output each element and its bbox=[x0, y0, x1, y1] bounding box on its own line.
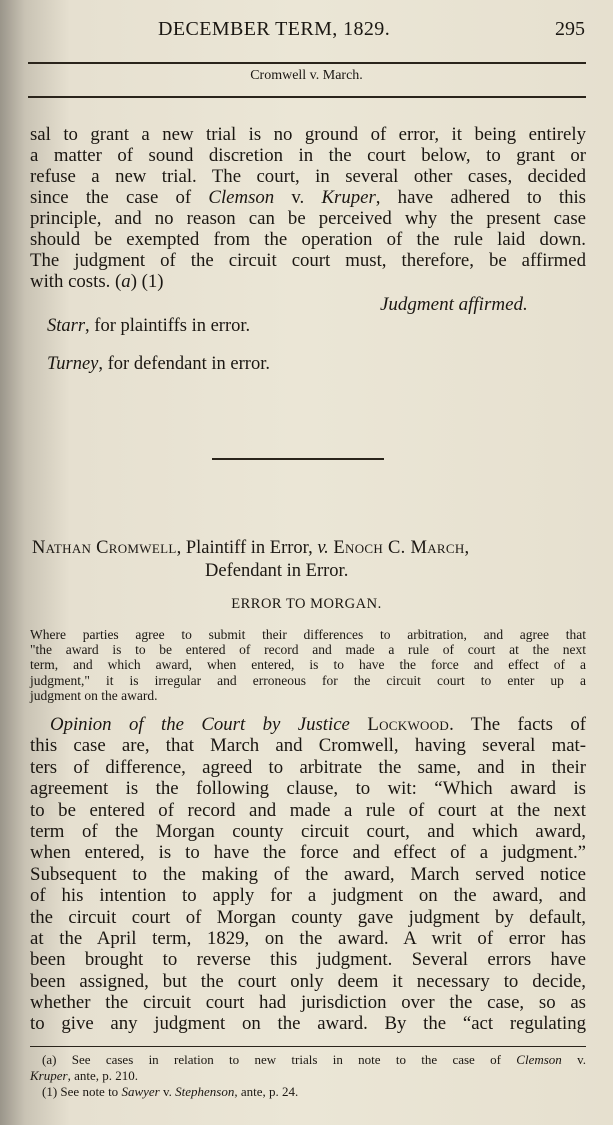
case-running-head-text: Cromwell v. March. bbox=[250, 68, 363, 83]
defendant-role: Defendant in Error. bbox=[205, 561, 349, 581]
counsel-plaintiffs bbox=[47, 316, 250, 337]
text-fragment: See cases in relation to new trials in note to the case of bbox=[56, 1052, 517, 1067]
opinion-line: to give any judgment on the award. By the “act regulating bbox=[30, 1013, 586, 1035]
text-fragment: v. bbox=[159, 1084, 176, 1099]
text-line: should be exempted from the operation of the rule laid down. bbox=[30, 229, 586, 250]
previous-case-conclusion bbox=[30, 124, 586, 292]
text-fragment: v. bbox=[561, 1052, 586, 1067]
running-head bbox=[0, 18, 613, 46]
defendant-separator: , bbox=[464, 538, 470, 558]
case-party: Stephenson bbox=[175, 1084, 235, 1099]
opinion-line: at the April term, 1829, on the award. A writ of error has bbox=[30, 927, 586, 949]
opinion-line: Subsequent to the making of the award, March served notice bbox=[30, 863, 586, 885]
counsel-role: , for defendant in error. bbox=[98, 354, 270, 374]
text-line: a matter of sound discretion in the court below, to grant or bbox=[30, 145, 586, 166]
text-fragment: See note to bbox=[57, 1084, 122, 1099]
syllabus-line: judgment on the award. bbox=[30, 687, 158, 703]
case-party: Kruper bbox=[30, 1068, 68, 1083]
syllabus-line: Where parties agree to submit their differences to arbitration, and agree that bbox=[30, 627, 586, 642]
syllabus-line: "the award is to be entered of record and made a rule of court at the next bbox=[30, 642, 586, 658]
opinion-line: of his intention to apply for a judgment on the award, and bbox=[30, 885, 586, 907]
footnote-mark: (1) bbox=[42, 1084, 58, 1099]
counsel-defendant bbox=[47, 354, 270, 375]
plaintiff-role: , Plaintiff in Error, bbox=[176, 538, 318, 558]
footnotes bbox=[30, 1052, 586, 1100]
versus: v. bbox=[317, 538, 329, 558]
opinion-line: been brought to reverse this judgment. Several errors have bbox=[30, 949, 586, 971]
defendant-name: Enoch C. March bbox=[333, 538, 465, 558]
opinion-line: been assigned, but the court only deem it necessary to decide, bbox=[30, 970, 586, 992]
header-rule-top bbox=[28, 62, 586, 64]
opinion-line: the circuit court of Morgan county gave judgment by default, bbox=[30, 906, 586, 928]
footnote-1 bbox=[30, 1084, 586, 1100]
text-fragment: , ante, p. 210. bbox=[67, 1068, 138, 1083]
footnote-mark: a bbox=[121, 271, 131, 292]
case-party: Clemson bbox=[516, 1052, 562, 1067]
text-fragment: with costs. ( bbox=[30, 271, 122, 292]
footnote-a-cont bbox=[30, 1068, 586, 1084]
case-party: Sawyer bbox=[121, 1084, 160, 1099]
text-line: The judgment of the circuit court must, therefore, be affirmed bbox=[30, 250, 586, 271]
text-line: principle, and no reason can be perceived why the present case bbox=[30, 208, 586, 229]
case-running-head bbox=[0, 68, 613, 84]
opinion-body bbox=[30, 714, 586, 1035]
text-line: sal to grant a new trial is no ground of error, it being entirely bbox=[30, 124, 586, 145]
case-party: Clemson bbox=[208, 187, 275, 208]
case-title bbox=[32, 538, 588, 582]
opinion-line: term of the Morgan county circuit court, and which award, bbox=[30, 820, 586, 842]
footnote-mark: (a) bbox=[42, 1052, 57, 1067]
footnote-rule bbox=[30, 1046, 586, 1047]
opinion-line: this case are, that March and Cromwell, having several mat- bbox=[30, 735, 586, 757]
opinion-first-line bbox=[30, 714, 586, 735]
text-fragment: ) (1) bbox=[130, 271, 164, 292]
text-fragment: since the case of bbox=[30, 187, 209, 208]
opinion-line: to be entered of record and made a rule of court at the next bbox=[30, 799, 586, 821]
footnote-a bbox=[30, 1052, 586, 1068]
text-line-case-cite bbox=[30, 187, 586, 208]
opinion-line: agreement is the following clause, to wit: “Which award is bbox=[30, 778, 586, 800]
counsel-name: Turney bbox=[47, 354, 99, 374]
justice-name: Lockwood bbox=[367, 714, 450, 735]
case-subheading: ERROR TO MORGAN. bbox=[231, 596, 382, 612]
text-fragment: , have adhered to this bbox=[375, 187, 586, 208]
syllabus-line: term, and which award, when entered, is to have the force and effect of a bbox=[30, 657, 586, 673]
counsel-name: Starr bbox=[47, 316, 86, 336]
verdict: Judgment affirmed. bbox=[380, 294, 528, 315]
syllabus bbox=[30, 627, 586, 703]
syllabus-line: judgment," it is irregular and erroneous for the circuit court to enter up a bbox=[30, 672, 586, 688]
counsel-role: , for plaintiffs in error. bbox=[85, 316, 251, 336]
text-fragment: , ante, p. 24. bbox=[234, 1084, 299, 1099]
page-number: 295 bbox=[555, 18, 585, 40]
opinion-line: ters of difference, agreed to arbitrate the same, and in their bbox=[30, 756, 586, 778]
text-fragment: v. bbox=[274, 187, 322, 208]
case-party: Kruper bbox=[321, 187, 376, 208]
text-line-last bbox=[30, 271, 586, 292]
section-divider bbox=[212, 458, 384, 460]
opinion-line: whether the circuit court had jurisdiction over the case, so as bbox=[30, 992, 586, 1014]
text-line: refuse a new trial. The court, in several other cases, decided bbox=[30, 166, 586, 187]
opinion-intro: Opinion of the Court by Justice bbox=[50, 714, 350, 735]
plaintiff-name: Nathan Cromwell bbox=[32, 538, 177, 558]
header-rule-bottom bbox=[28, 96, 586, 98]
text-fragment: . The facts of bbox=[449, 714, 586, 735]
term-title: DECEMBER TERM, 1829. bbox=[158, 18, 391, 40]
opinion-line: when entered, is to have the force and effect of a judgment.” bbox=[30, 842, 586, 864]
